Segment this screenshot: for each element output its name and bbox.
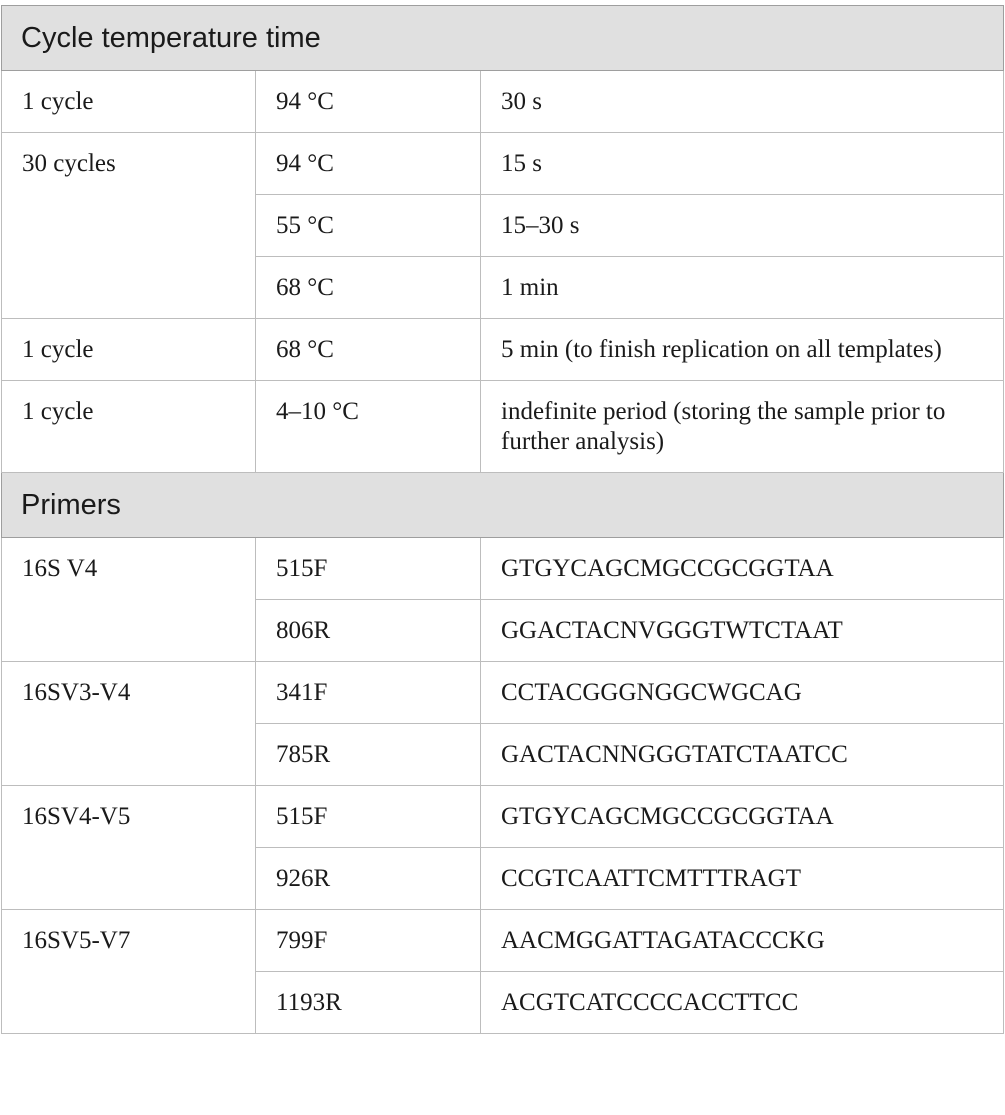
temperature-cell: 55 °C <box>256 195 481 257</box>
time-cell: indefinite period (storing the sample prior to further analysis) <box>481 381 1004 473</box>
temperature-cell: 94 °C <box>256 133 481 195</box>
table-row <box>2 662 1004 724</box>
primer-name-cell: 806R <box>256 600 481 662</box>
primer-name-cell: 799F <box>256 910 481 972</box>
table-row <box>2 381 1004 473</box>
cycle-cell: 30 cycles <box>2 133 256 319</box>
primer-name-cell: 341F <box>256 662 481 724</box>
primer-name-cell: 785R <box>256 724 481 786</box>
table-row <box>2 133 1004 195</box>
cycle-cell: 1 cycle <box>2 71 256 133</box>
time-cell: 15–30 s <box>481 195 1004 257</box>
time-cell: 30 s <box>481 71 1004 133</box>
region-cell: 16SV4-V5 <box>2 786 256 910</box>
region-cell: 16SV5-V7 <box>2 910 256 1034</box>
region-cell: 16SV3-V4 <box>2 662 256 786</box>
primer-name-cell: 926R <box>256 848 481 910</box>
primer-name-cell: 515F <box>256 786 481 848</box>
time-cell: 1 min <box>481 257 1004 319</box>
time-cell: 5 min (to finish replication on all templates) <box>481 319 1004 381</box>
pcr-table <box>1 5 1004 1034</box>
primer-sequence-cell: ACGTCATCCCCACCTTCC <box>481 972 1004 1034</box>
primer-sequence-cell: CCGTCAATTCMTTTRAGT <box>481 848 1004 910</box>
table-row <box>2 319 1004 381</box>
section-header-row <box>2 6 1004 71</box>
primer-sequence-cell: CCTACGGGNGGCWGCAG <box>481 662 1004 724</box>
table-row <box>2 786 1004 848</box>
temperature-cell: 68 °C <box>256 319 481 381</box>
table-row <box>2 71 1004 133</box>
primer-name-cell: 1193R <box>256 972 481 1034</box>
cycle-cell: 1 cycle <box>2 381 256 473</box>
section-header-row <box>2 473 1004 538</box>
time-cell: 15 s <box>481 133 1004 195</box>
temperature-cell: 4–10 °C <box>256 381 481 473</box>
table-row <box>2 910 1004 972</box>
cycle-section-header: Cycle temperature time <box>2 6 1004 71</box>
primer-sequence-cell: GGACTACNVGGGTWTCTAAT <box>481 600 1004 662</box>
region-cell: 16S V4 <box>2 538 256 662</box>
cycle-cell: 1 cycle <box>2 319 256 381</box>
primer-sequence-cell: AACMGGATTAGATACCCKG <box>481 910 1004 972</box>
primer-sequence-cell: GTGYCAGCMGCCGCGGTAA <box>481 538 1004 600</box>
primer-sequence-cell: GTGYCAGCMGCCGCGGTAA <box>481 786 1004 848</box>
table-row <box>2 538 1004 600</box>
primer-name-cell: 515F <box>256 538 481 600</box>
primer-sequence-cell: GACTACNNGGGTATCTAATCC <box>481 724 1004 786</box>
primers-section-header: Primers <box>2 473 1004 538</box>
temperature-cell: 94 °C <box>256 71 481 133</box>
temperature-cell: 68 °C <box>256 257 481 319</box>
